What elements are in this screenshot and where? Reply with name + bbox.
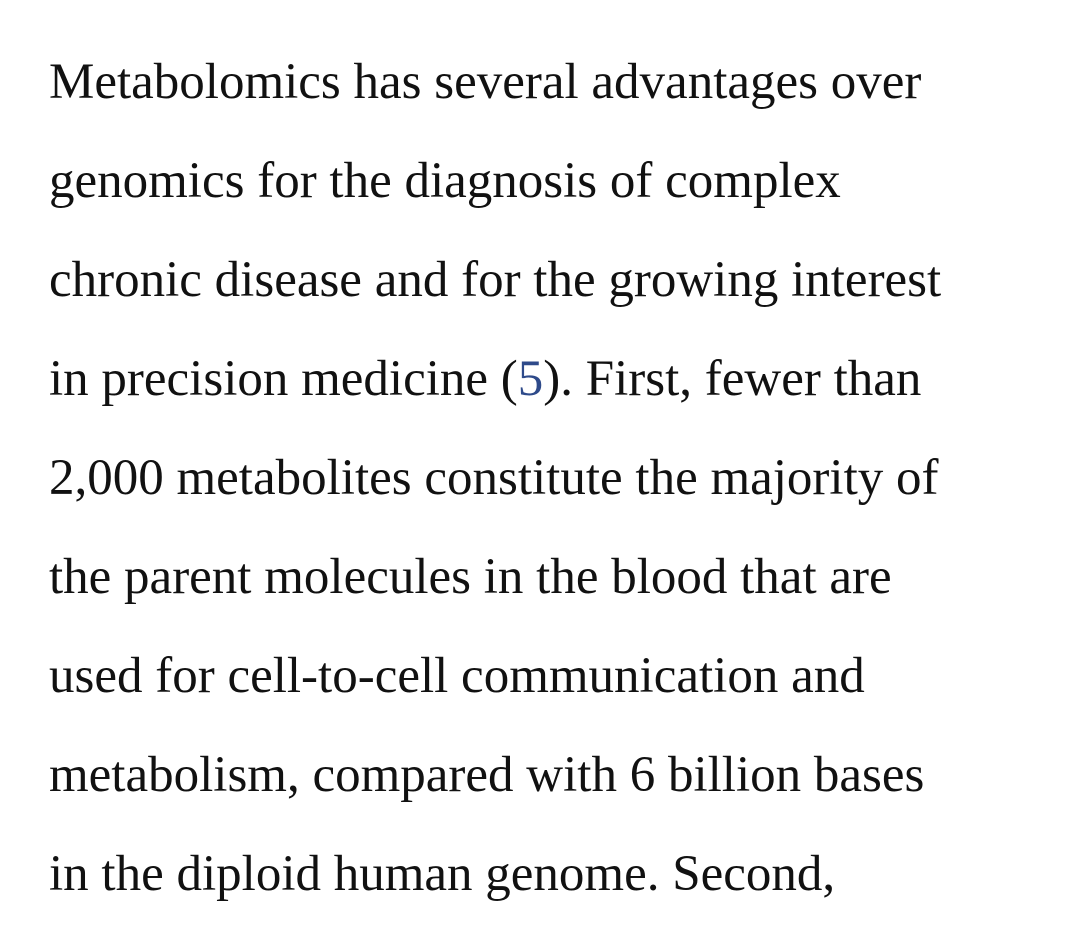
paragraph-line-3: chronic disease and for the growing interest [49,252,942,308]
paragraph-line-1: Metabolomics has several advantages over [49,54,922,110]
paragraph-line-5: 2,000 metabolites constitute the majority of [49,450,939,506]
article-paragraph [49,33,1079,924]
reference-link-5[interactable]: 5 [517,351,544,407]
paragraph-line-6: the parent molecules in the blood that are [49,549,892,605]
paragraph-line-7: used for cell-to-cell communication and [49,648,865,704]
paragraph-line-4-end: ). First, fewer than [543,351,922,407]
paragraph-line-9: in the diploid human genome. Second, [49,846,836,902]
paragraph-line-4-start: in precision medicine ( [49,351,518,407]
paragraph-line-2: genomics for the diagnosis of complex [49,153,841,209]
paragraph-line-4 [49,330,1079,429]
paragraph-line-8: metabolism, compared with 6 billion bases [49,747,925,803]
